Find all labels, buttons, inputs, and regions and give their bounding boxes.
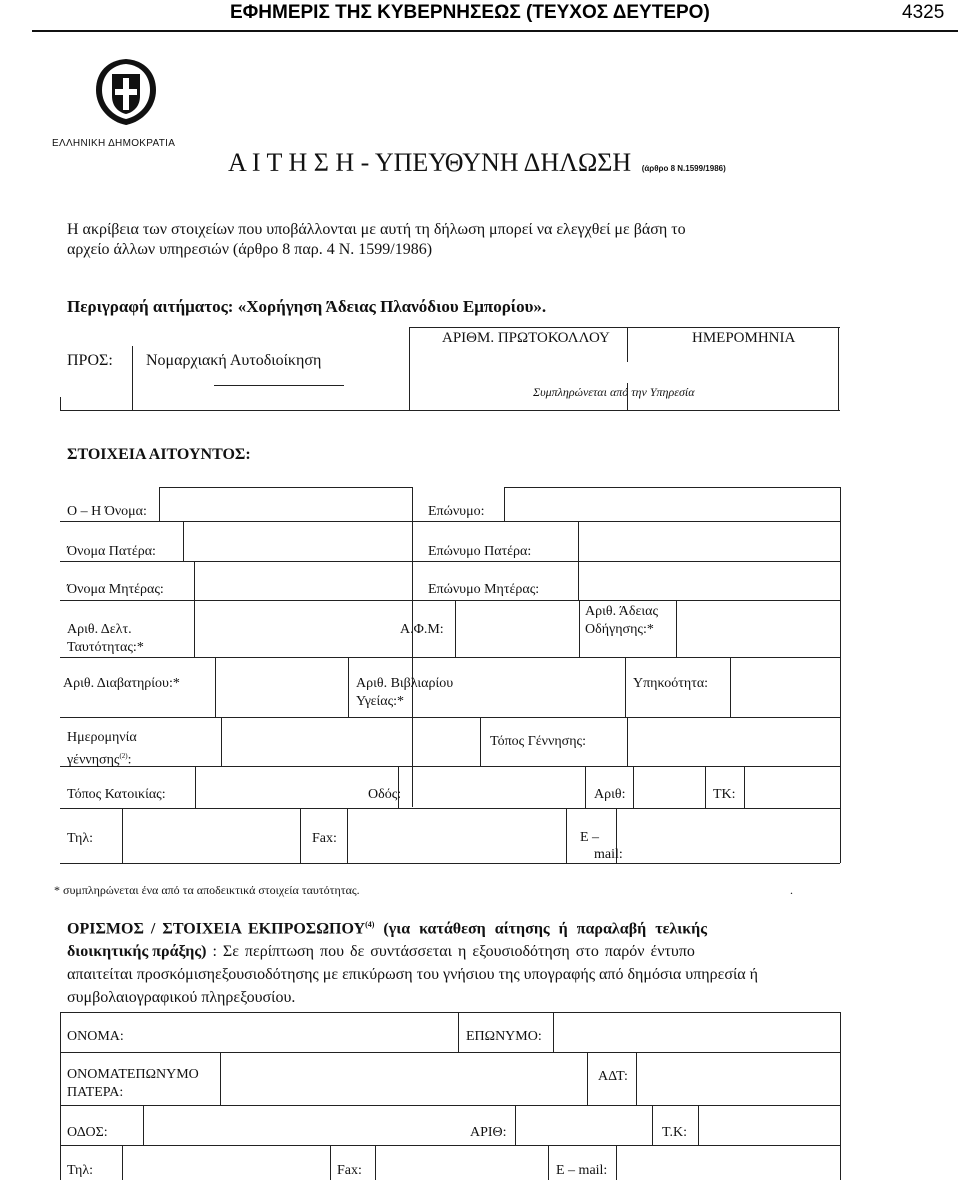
recipient-top-rule bbox=[409, 327, 840, 328]
emblem-caption: ΕΛΛΗΝΙΚΗ ΔΗΜΟΚΡΑΤΙΑ bbox=[52, 138, 176, 149]
applicant-heading: ΣΤΟΙΧΕΙΑ ΑΙΤΟΥΝΤΟΣ: bbox=[67, 446, 251, 463]
app-vrule-17 bbox=[221, 717, 222, 766]
app-vrule-29 bbox=[566, 808, 567, 863]
rep-vrule-3 bbox=[458, 1012, 459, 1052]
intro-line-1: Η ακρίβεια των στοιχείων που υποβάλλονται με αυτή τη δήλωση μπορεί να ελεγχθεί με βάση το bbox=[67, 221, 686, 238]
app-rule-1 bbox=[159, 487, 412, 488]
app-vrule-9 bbox=[194, 600, 195, 657]
birth-date-footnote: (2) bbox=[119, 752, 128, 760]
app-rule-4 bbox=[60, 561, 840, 562]
license-label-1[interactable]: Αριθ. Άδειας bbox=[585, 604, 659, 619]
rep-vrule-1 bbox=[60, 1012, 61, 1180]
birth-place-field[interactable]: Τόπος Γέννησης: bbox=[490, 734, 586, 749]
representative-heading-line-1 bbox=[67, 920, 707, 938]
app-vrule-5 bbox=[183, 521, 184, 561]
father-surname-field[interactable]: Επώνυμο Πατέρα: bbox=[428, 544, 532, 559]
app-vrule-15 bbox=[625, 657, 626, 717]
app-rule-9 bbox=[60, 808, 840, 809]
rep-number-field[interactable]: ΑΡΙΘ: bbox=[470, 1125, 507, 1140]
recipient-divider-4 bbox=[627, 327, 628, 362]
representative-line-4: συμβολαιογραφικού πληρεξουσίου. bbox=[67, 989, 296, 1006]
greek-coat-of-arms-icon bbox=[90, 56, 162, 128]
rep-surname-field[interactable]: ΕΠΩΝΥΜΟ: bbox=[466, 1029, 542, 1044]
rep-fax-field[interactable]: Fax: bbox=[337, 1163, 362, 1178]
service-note: Συμπληρώνεται από την Υπηρεσία bbox=[533, 385, 695, 399]
number-field[interactable]: Αριθ: bbox=[594, 787, 626, 802]
app-vrule-22 bbox=[585, 766, 586, 808]
health-book-label-1[interactable]: Αριθ. Βιβλιαρίου bbox=[356, 676, 454, 691]
protocol-number-label: ΑΡΙΘΜ. ΠΡΩΤΟΚΟΛΛΟΥ bbox=[442, 330, 610, 346]
to-value[interactable]: Νομαρχιακή Αυτοδιοίκηση bbox=[146, 352, 322, 369]
recipient-sign-line bbox=[214, 385, 344, 386]
recipient-divider-3 bbox=[409, 327, 410, 411]
app-rule-8 bbox=[60, 766, 840, 767]
app-vrule-18 bbox=[480, 717, 481, 766]
header-rule bbox=[32, 30, 958, 32]
rep-father-label-2[interactable]: ΠΑΤΕΡΑ: bbox=[67, 1085, 124, 1100]
health-book-label-2[interactable]: Υγείας:* bbox=[356, 694, 405, 709]
app-vrule-4 bbox=[840, 487, 841, 863]
rep-vrule-4 bbox=[553, 1012, 554, 1052]
rep-vrule-8 bbox=[143, 1105, 144, 1145]
license-label-2[interactable]: Οδήγησης:* bbox=[585, 622, 654, 637]
app-rule-10 bbox=[60, 863, 840, 864]
rep-name-field[interactable]: ΟΝΟΜΑ: bbox=[67, 1029, 124, 1044]
rep-vrule-14 bbox=[375, 1145, 376, 1180]
phone-field[interactable]: Τηλ: bbox=[67, 831, 94, 846]
representative-line-3: απαιτείται προσκόμισηεξουσιοδότησης με επικύρωση του γνήσιου της υπογραφής από δημόσια υπηρεσία ή bbox=[67, 966, 759, 983]
id-card-label-2[interactable]: Ταυτότητας:* bbox=[67, 640, 144, 655]
app-vrule-11 bbox=[579, 600, 580, 657]
email-label-2[interactable]: mail: bbox=[594, 847, 623, 862]
journal-title: ΕΦΗΜΕΡΙΣ ΤΗΣ ΚΥΒΕΡΝΗΣΕΩΣ (ΤΕΥΧΟΣ ΔΕΥΤΕΡΟ) bbox=[230, 2, 710, 23]
rep-vrule-10 bbox=[652, 1105, 653, 1145]
app-vrule-25 bbox=[744, 766, 745, 808]
email-label-1[interactable]: Ε – bbox=[580, 830, 600, 845]
recipient-divider-2 bbox=[132, 346, 133, 410]
footnote-dot: . bbox=[790, 883, 793, 897]
to-label: ΠΡΟΣ: bbox=[67, 352, 113, 369]
app-rule-7 bbox=[60, 717, 840, 718]
form-title bbox=[228, 148, 726, 178]
rep-postal-code-field[interactable]: Τ.Κ: bbox=[662, 1125, 688, 1140]
representative-line2-bold: διοικητικής πράξης) bbox=[67, 943, 207, 960]
app-vrule-19 bbox=[627, 717, 628, 766]
rep-father-label-1[interactable]: ΟΝΟΜΑΤΕΠΩΝΥΜΟ bbox=[67, 1067, 199, 1082]
app-vrule-23 bbox=[633, 766, 634, 808]
rep-email-field[interactable]: Ε – mail: bbox=[556, 1163, 608, 1178]
first-name-field[interactable]: Ο – Η Όνομα: bbox=[67, 504, 147, 519]
representative-heading-rest: (για κατάθεση αίτησης ή παραλαβή τελικής bbox=[374, 920, 707, 938]
app-vrule-28 bbox=[347, 808, 348, 863]
app-vrule-3 bbox=[504, 487, 505, 521]
app-vrule-14 bbox=[348, 657, 349, 717]
rep-adt-field[interactable]: ΑΔΤ: bbox=[598, 1069, 628, 1084]
representative-line2-rest: : Σε περίπτωση που δε συντάσσεται η εξουσιοδότηση στο παρόν έντυπο bbox=[206, 943, 695, 960]
app-vrule-27 bbox=[300, 808, 301, 863]
afm-field[interactable]: Α.Φ.Μ: bbox=[400, 622, 444, 637]
rep-rule-2 bbox=[60, 1052, 840, 1053]
app-vrule-10 bbox=[455, 600, 456, 657]
representative-heading-line-2 bbox=[67, 943, 695, 961]
recipient-divider-6 bbox=[838, 327, 839, 411]
birth-date-label-1[interactable]: Ημερομηνία bbox=[67, 730, 137, 745]
app-rule-6 bbox=[60, 657, 840, 658]
residence-field[interactable]: Τόπος Κατοικίας: bbox=[67, 787, 166, 802]
form-title-ref: (άρθρο 8 Ν.1599/1986) bbox=[641, 164, 726, 173]
mother-name-field[interactable]: Όνομα Μητέρας: bbox=[67, 582, 164, 597]
rep-rule-4 bbox=[60, 1145, 840, 1146]
citizenship-field[interactable]: Υπηκοότητα: bbox=[633, 676, 709, 691]
app-vrule-24 bbox=[705, 766, 706, 808]
rep-vrule-12 bbox=[122, 1145, 123, 1180]
form-title-main: Α Ι Τ Η Σ Η - ΥΠΕΥΘΥΝΗ ΔΗΛΩΣΗ bbox=[228, 148, 632, 177]
app-rule-2 bbox=[504, 487, 841, 488]
request-label: Περιγραφή αιτήματος: bbox=[67, 297, 234, 316]
request-value: «Χορήγηση Άδειας Πλανόδιου Εμπορίου». bbox=[237, 297, 547, 316]
surname-field[interactable]: Επώνυμο: bbox=[428, 504, 485, 519]
representative-heading: ΟΡΙΣΜΟΣ / ΣΤΟΙΧΕΙΑ ΕΚΠΡΟΣΩΠΟΥ bbox=[67, 920, 366, 938]
mother-surname-field[interactable]: Επώνυμο Μητέρας: bbox=[428, 582, 540, 597]
rep-vrule-16 bbox=[616, 1145, 617, 1180]
father-name-field[interactable]: Όνομα Πατέρα: bbox=[67, 544, 156, 559]
rep-vrule-6 bbox=[587, 1052, 588, 1105]
passport-field[interactable]: Αριθ. Διαβατηρίου:* bbox=[63, 676, 180, 691]
app-vrule-6 bbox=[578, 521, 579, 561]
representative-footnote: (4) bbox=[365, 920, 375, 929]
rep-rule-1 bbox=[60, 1012, 840, 1013]
recipient-divider-1 bbox=[60, 397, 61, 411]
rep-phone-field[interactable]: Τηλ: bbox=[67, 1163, 94, 1178]
request-description bbox=[67, 297, 546, 317]
rep-vrule-15 bbox=[548, 1145, 549, 1180]
rep-vrule-9 bbox=[515, 1105, 516, 1145]
rep-vrule-7 bbox=[636, 1052, 637, 1105]
app-vrule-26 bbox=[122, 808, 123, 863]
fax-field[interactable]: Fax: bbox=[312, 831, 337, 846]
id-card-label-1[interactable]: Αριθ. Δελτ. bbox=[67, 622, 132, 637]
rep-vrule-2 bbox=[840, 1012, 841, 1180]
recipient-bottom-rule bbox=[60, 410, 840, 411]
app-vrule-20 bbox=[195, 766, 196, 808]
app-vrule-8 bbox=[578, 561, 579, 600]
app-vrule-2 bbox=[412, 487, 413, 807]
street-field[interactable]: Οδός: bbox=[368, 787, 402, 802]
date-label: ΗΜΕΡΟΜΗΝΙΑ bbox=[692, 330, 796, 346]
app-rule-5 bbox=[60, 600, 840, 601]
footnote bbox=[54, 883, 360, 898]
rep-rule-3 bbox=[60, 1105, 840, 1106]
birth-date-label-2[interactable]: γέννησης$^{(2)}$: bbox=[67, 752, 132, 768]
app-vrule-7 bbox=[194, 561, 195, 600]
intro-line-2: αρχείο άλλων υπηρεσιών (άρθρο 8 παρ. 4 Ν. 1599/1986) bbox=[67, 241, 433, 258]
rep-vrule-5 bbox=[220, 1052, 221, 1105]
rep-vrule-11 bbox=[698, 1105, 699, 1145]
birth-date-text: γέννησης bbox=[67, 752, 120, 768]
rep-street-field[interactable]: ΟΔΟΣ: bbox=[67, 1125, 108, 1140]
page-number: 4325 bbox=[902, 2, 945, 23]
app-vrule-16 bbox=[730, 657, 731, 717]
app-rule-3 bbox=[60, 521, 840, 522]
app-vrule-1 bbox=[159, 487, 160, 521]
footnote-text: * συμπληρώνεται ένα από τα αποδεικτικά στοιχεία ταυτότητας. bbox=[54, 883, 360, 897]
app-vrule-12 bbox=[676, 600, 677, 657]
postal-code-field[interactable]: ΤΚ: bbox=[713, 787, 736, 802]
rep-vrule-13 bbox=[330, 1145, 331, 1180]
app-vrule-13 bbox=[215, 657, 216, 717]
